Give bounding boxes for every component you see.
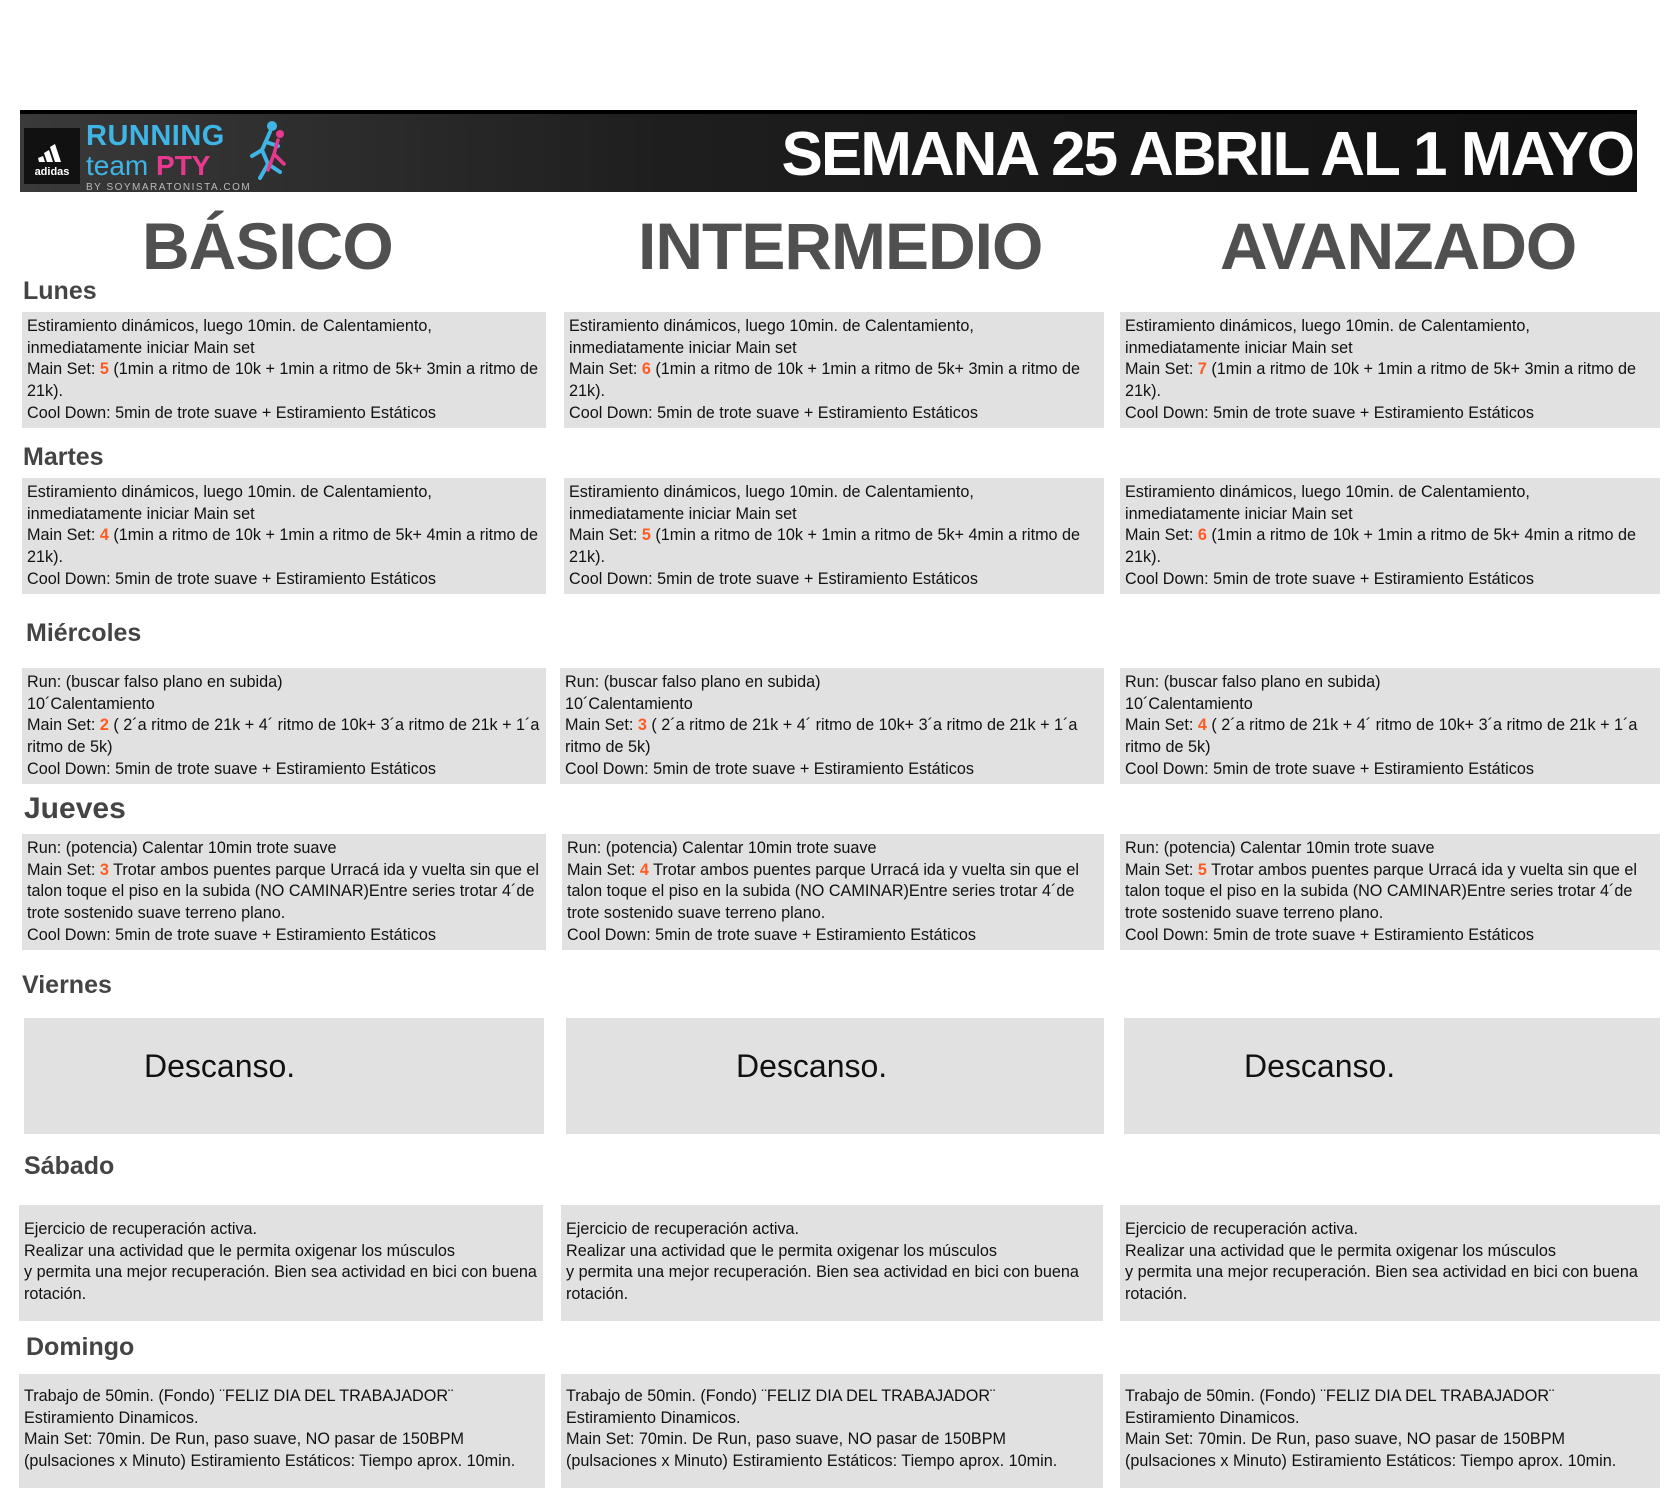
main-set: [1125, 525, 1655, 568]
set-count: 4: [1197, 716, 1207, 735]
line: Estiramiento Dinamicos.: [24, 1408, 199, 1427]
line: Ejercicio de recuperación activa.: [566, 1220, 800, 1238]
main-set: [1125, 715, 1655, 758]
line: Main Set: 70min. De Run, paso suave, NO pasar de 150BPM (pulsaciones x Minuto) Estiramiento Estáticos: Tiempo aprox. 10min.: [1125, 1430, 1617, 1471]
main-suffix: Trotar ambos puentes parque Urracá ida y vuelta sin que el talon toque el piso en la subida (NO CAMINAR)Entre series trotar 4´de trote sostenido suave terreno plano.: [1125, 860, 1638, 923]
main-suffix: (1min a ritmo de 10k + 1min a ritmo de 5k+ 4min a ritmo de 21k).: [27, 526, 539, 567]
lunes-intermedio: [564, 312, 1104, 428]
line: Run: (buscar falso plano en subida): [27, 673, 283, 691]
main-prefix: Main Set:: [569, 526, 642, 545]
lunes-avanzado: [1120, 312, 1660, 428]
rest-label: Descanso.: [144, 1048, 296, 1084]
main-suffix: (1min a ritmo de 10k + 1min a ritmo de 5k+ 4min a ritmo de 21k).: [569, 526, 1081, 567]
lunes-basico: [22, 312, 546, 428]
main-suffix: ( 2´a ritmo de 21k + 4´ ritmo de 10k+ 3´a ritmo de 21k + 1´a ritmo de 5k): [1125, 716, 1638, 757]
main-set: [567, 860, 1099, 925]
cool-down: Cool Down: 5min de trote suave + Estiramiento Estáticos: [27, 403, 436, 422]
cool-down: Cool Down: 5min de trote suave + Estiramiento Estáticos: [1125, 925, 1534, 944]
cool-down: Cool Down: 5min de trote suave + Estiramiento Estáticos: [569, 569, 978, 588]
set-count: 6: [1197, 526, 1207, 545]
martes-basico: [22, 478, 546, 594]
line: Trabajo de 50min. (Fondo) ¨FELIZ DIA DEL TRABAJADOR¨: [566, 1387, 996, 1405]
line: inmediatamente iniciar Main set: [569, 338, 797, 357]
set-count: 3: [99, 860, 109, 879]
line: y permita una mejor recuperación. Bien sea actividad en bici con buena rotación.: [566, 1263, 1079, 1304]
brand-byline: BY SOYMARATONISTA.COM: [86, 182, 252, 193]
main-set: [569, 525, 1099, 568]
main-suffix: (1min a ritmo de 10k + 1min a ritmo de 5k+ 3min a ritmo de 21k).: [1125, 360, 1637, 401]
main-set: [27, 525, 541, 568]
viernes-basico: [24, 1018, 544, 1134]
adidas-label: adidas: [34, 166, 70, 178]
line: Estiramiento Dinamicos.: [1125, 1408, 1300, 1427]
martes-intermedio: [564, 478, 1104, 594]
miercoles-avanzado: [1120, 668, 1660, 784]
line: inmediatamente iniciar Main set: [27, 338, 255, 357]
day-viernes: Viernes: [22, 971, 112, 999]
main-suffix: ( 2´a ritmo de 21k + 4´ ritmo de 10k+ 3´a ritmo de 21k + 1´a ritmo de 5k): [565, 716, 1078, 757]
main-suffix: (1min a ritmo de 10k + 1min a ritmo de 5k+ 3min a ritmo de 21k).: [27, 360, 539, 401]
set-count: 5: [99, 360, 109, 379]
main-prefix: Main Set:: [1125, 860, 1198, 879]
main-suffix: (1min a ritmo de 10k + 1min a ritmo de 5k+ 4min a ritmo de 21k).: [1125, 526, 1637, 567]
domingo-intermedio: [561, 1374, 1103, 1488]
day-sabado: Sábado: [24, 1152, 115, 1180]
cool-down: Cool Down: 5min de trote suave + Estiramiento Estáticos: [569, 403, 978, 422]
set-count: 6: [641, 360, 651, 379]
line: Main Set: 70min. De Run, paso suave, NO pasar de 150BPM (pulsaciones x Minuto) Estiramiento Estáticos: Tiempo aprox. 10min.: [566, 1430, 1058, 1471]
main-prefix: Main Set:: [27, 360, 100, 379]
set-count: 7: [1197, 360, 1207, 379]
main-set: [27, 715, 541, 758]
set-count: 4: [99, 526, 109, 545]
line: Trabajo de 50min. (Fondo) ¨FELIZ DIA DEL TRABAJADOR¨: [1125, 1387, 1555, 1405]
line: Run: (potencia) Calentar 10min trote suave: [1125, 839, 1435, 857]
miercoles-intermedio: [560, 668, 1104, 784]
logo: [24, 118, 284, 192]
main-prefix: Main Set:: [27, 716, 100, 735]
level-intermedio: INTERMEDIO: [638, 209, 1043, 283]
set-count: 3: [637, 716, 647, 735]
main-suffix: Trotar ambos puentes parque Urracá ida y vuelta sin que el talon toque el piso en la subida (NO CAMINAR)Entre series trotar 4´de trote sostenido suave terreno plano.: [27, 860, 540, 923]
day-jueves: Jueves: [24, 792, 126, 825]
line: Trabajo de 50min. (Fondo) ¨FELIZ DIA DEL TRABAJADOR¨: [24, 1387, 454, 1405]
main-prefix: Main Set:: [1125, 360, 1198, 379]
week-title: SEMANA 25 ABRIL AL 1 MAYO: [781, 120, 1633, 189]
line: inmediatamente iniciar Main set: [569, 504, 797, 523]
cool-down: Cool Down: 5min de trote suave + Estiramiento Estáticos: [567, 925, 976, 944]
main-set: [1125, 359, 1655, 402]
sabado-basico: [19, 1205, 543, 1321]
brand-pty: PTY: [156, 150, 211, 181]
set-count: 2: [99, 716, 109, 735]
line: y permita una mejor recuperación. Bien sea actividad en bici con buena rotación.: [24, 1263, 537, 1304]
brand-team-word: team: [86, 150, 157, 181]
miercoles-basico: [22, 668, 546, 784]
cool-down: Cool Down: 5min de trote suave + Estiramiento Estáticos: [565, 759, 974, 778]
set-count: 5: [641, 526, 651, 545]
rest-label: Descanso.: [736, 1048, 888, 1084]
line: Estiramiento dinámicos, luego 10min. de Calentamiento,: [1125, 317, 1530, 335]
header-banner: [20, 110, 1637, 192]
domingo-basico: [19, 1374, 545, 1488]
main-set: [565, 715, 1099, 758]
jueves-avanzado: [1120, 834, 1660, 950]
main-suffix: (1min a ritmo de 10k + 1min a ritmo de 5k+ 3min a ritmo de 21k).: [569, 360, 1081, 401]
main-set: [27, 359, 541, 402]
line: y permita una mejor recuperación. Bien sea actividad en bici con buena rotación.: [1125, 1263, 1638, 1304]
level-avanzado: AVANZADO: [1220, 209, 1577, 283]
sabado-intermedio: [561, 1205, 1103, 1321]
line: Ejercicio de recuperación activa.: [24, 1220, 258, 1238]
line: Realizar una actividad que le permita oxigenar los músculos: [24, 1241, 455, 1260]
brand-team: [86, 150, 211, 182]
line: 10´Calentamiento: [1125, 694, 1253, 713]
day-domingo: Domingo: [26, 1333, 135, 1361]
line: Estiramiento dinámicos, luego 10min. de Calentamiento,: [27, 317, 432, 335]
viernes-intermedio: [566, 1018, 1104, 1134]
line: Estiramiento dinámicos, luego 10min. de Calentamiento,: [569, 317, 974, 335]
line: Main Set: 70min. De Run, paso suave, NO pasar de 150BPM (pulsaciones x Minuto) Estiramiento Estáticos: Tiempo aprox. 10min.: [24, 1430, 516, 1471]
day-miercoles: Miércoles: [26, 619, 142, 647]
jueves-basico: [22, 834, 546, 950]
main-set: [569, 359, 1099, 402]
jueves-intermedio: [562, 834, 1104, 950]
day-lunes: Lunes: [23, 277, 97, 305]
line: Estiramiento dinámicos, luego 10min. de Calentamiento,: [1125, 483, 1530, 501]
cool-down: Cool Down: 5min de trote suave + Estiramiento Estáticos: [1125, 403, 1534, 422]
runner-icon: [246, 120, 290, 180]
line: inmediatamente iniciar Main set: [1125, 504, 1353, 523]
main-set: [1125, 860, 1655, 925]
line: 10´Calentamiento: [27, 694, 155, 713]
main-suffix: ( 2´a ritmo de 21k + 4´ ritmo de 10k+ 3´a ritmo de 21k + 1´a ritmo de 5k): [27, 716, 540, 757]
rest-label: Descanso.: [1244, 1048, 1396, 1084]
main-set: [27, 860, 541, 925]
main-prefix: Main Set:: [1125, 716, 1198, 735]
main-prefix: Main Set:: [567, 860, 640, 879]
set-count: 5: [1197, 860, 1207, 879]
main-suffix: Trotar ambos puentes parque Urracá ida y vuelta sin que el talon toque el piso en la subida (NO CAMINAR)Entre series trotar 4´de trote sostenido suave terreno plano.: [567, 860, 1080, 923]
line: Estiramiento dinámicos, luego 10min. de Calentamiento,: [569, 483, 974, 501]
line: Run: (potencia) Calentar 10min trote suave: [27, 839, 337, 857]
line: Run: (buscar falso plano en subida): [1125, 673, 1381, 691]
cool-down: Cool Down: 5min de trote suave + Estiramiento Estáticos: [27, 759, 436, 778]
set-count: 4: [639, 860, 649, 879]
day-martes: Martes: [23, 443, 104, 471]
main-prefix: Main Set:: [565, 716, 638, 735]
main-prefix: Main Set:: [27, 860, 100, 879]
level-basico: BÁSICO: [142, 209, 393, 283]
brand-running: RUNNING: [86, 120, 225, 152]
domingo-avanzado: [1120, 1374, 1660, 1488]
cool-down: Cool Down: 5min de trote suave + Estiramiento Estáticos: [1125, 759, 1534, 778]
main-prefix: Main Set:: [27, 526, 100, 545]
main-prefix: Main Set:: [1125, 526, 1198, 545]
main-prefix: Main Set:: [569, 360, 642, 379]
sabado-avanzado: [1120, 1205, 1660, 1321]
line: Estiramiento Dinamicos.: [566, 1408, 741, 1427]
martes-avanzado: [1120, 478, 1660, 594]
line: Ejercicio de recuperación activa.: [1125, 1220, 1359, 1238]
cool-down: Cool Down: 5min de trote suave + Estiramiento Estáticos: [1125, 569, 1534, 588]
line: Run: (buscar falso plano en subida): [565, 673, 821, 691]
line: inmediatamente iniciar Main set: [27, 504, 255, 523]
adidas-stripes-icon: [37, 142, 67, 162]
viernes-avanzado: [1124, 1018, 1660, 1134]
line: 10´Calentamiento: [565, 694, 693, 713]
cool-down: Cool Down: 5min de trote suave + Estiramiento Estáticos: [27, 925, 436, 944]
cool-down: Cool Down: 5min de trote suave + Estiramiento Estáticos: [27, 569, 436, 588]
line: Realizar una actividad que le permita oxigenar los músculos: [1125, 1241, 1556, 1260]
line: inmediatamente iniciar Main set: [1125, 338, 1353, 357]
adidas-logo: [24, 128, 80, 184]
line: Realizar una actividad que le permita oxigenar los músculos: [566, 1241, 997, 1260]
line: Run: (potencia) Calentar 10min trote suave: [567, 839, 877, 857]
line: Estiramiento dinámicos, luego 10min. de Calentamiento,: [27, 483, 432, 501]
